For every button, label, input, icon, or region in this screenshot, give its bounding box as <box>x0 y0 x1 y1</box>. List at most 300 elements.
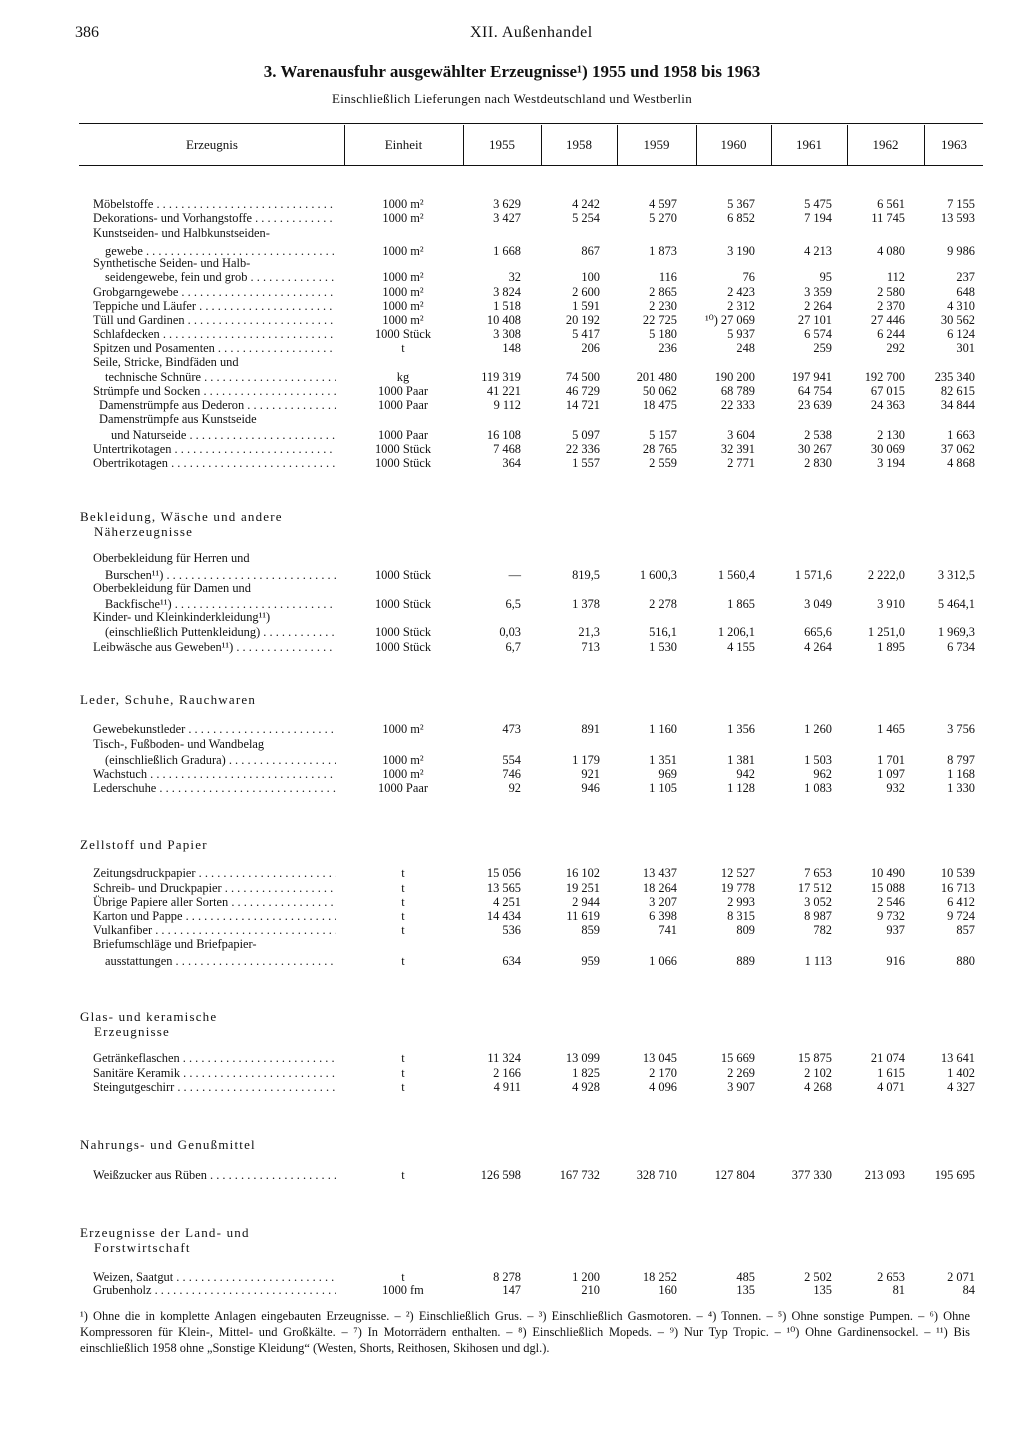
row-value-1959: 328 710 <box>636 1168 677 1182</box>
row-value-1958: 921 <box>581 767 600 781</box>
row-value-1958: 16 102 <box>565 866 600 880</box>
row-value-1963: 37 062 <box>940 442 975 456</box>
row-label: Damenstrümpfe aus Kunstseide <box>99 412 257 426</box>
row-value-1958: 22 336 <box>565 442 600 456</box>
row-value-1962: 932 <box>886 781 905 795</box>
row-value-1960: 12 527 <box>720 866 755 880</box>
row-label: ausstattungen . . . <box>105 954 336 969</box>
row-value-1961: 15 875 <box>797 1051 832 1065</box>
row-unit: 1000 fm <box>382 1283 424 1297</box>
row-value-1960: 190 200 <box>714 370 755 384</box>
table-row <box>0 285 1024 300</box>
row-value-1959: 201 480 <box>636 370 677 384</box>
table-row <box>0 625 1024 640</box>
row-value-1961: 782 <box>813 923 832 937</box>
row-value-1959: 160 <box>658 1283 677 1297</box>
row-value-1962: 3 194 <box>877 456 905 470</box>
row-value-1962: 4 071 <box>877 1080 905 1094</box>
row-unit: 1000 m² <box>382 722 424 736</box>
row-unit: 1000 m² <box>382 211 424 225</box>
row-label: Leibwäsche aus Geweben¹¹) . . . <box>93 640 336 655</box>
row-value-1962: 1 615 <box>877 1066 905 1080</box>
row-value-1962: 2 370 <box>877 299 905 313</box>
table-row <box>0 384 1024 399</box>
row-value-1955: 1 518 <box>493 299 521 313</box>
row-value-1963: 7 155 <box>947 197 975 211</box>
table-row <box>0 313 1024 328</box>
row-value-1959: 116 <box>658 270 677 284</box>
row-value-1961: 30 267 <box>797 442 832 456</box>
section-heading: Leder, Schuhe, Rauchwaren <box>80 692 257 707</box>
row-value-1958: 206 <box>581 341 600 355</box>
row-unit: 1000 Stück <box>374 327 432 341</box>
row-value-1963: 8 797 <box>947 753 975 767</box>
row-label: und Naturseide . . . <box>111 428 336 443</box>
row-value-1955: 13 565 <box>486 881 521 895</box>
row-value-1955: — <box>508 568 521 582</box>
row-label: Steingutgeschirr . . . <box>93 1080 336 1095</box>
row-value-1958: 1 378 <box>572 597 600 611</box>
row-value-1962: 2 130 <box>877 428 905 442</box>
column-header-1962: 1962 <box>872 137 899 152</box>
row-label: (einschließlich Gradura) . . . <box>105 753 336 768</box>
row-value-1955: 32 <box>508 270 521 284</box>
row-value-1960: 1 206,1 <box>717 625 755 639</box>
row-value-1963: 30 562 <box>940 313 975 327</box>
section-heading: Glas- und keramische <box>80 1009 218 1024</box>
row-value-1958: 867 <box>581 244 600 258</box>
row-value-1963: 9 724 <box>947 909 975 923</box>
row-value-1958: 11 619 <box>566 909 600 923</box>
row-unit: 1000 m² <box>382 313 424 327</box>
row-value-1961: 377 330 <box>791 1168 832 1182</box>
row-value-1963: 4 310 <box>947 299 975 313</box>
table-row <box>0 1066 1024 1081</box>
row-unit: 1000 Paar <box>378 428 428 442</box>
row-value-1959: 5 157 <box>649 428 677 442</box>
row-label: Schlafdecken . . . <box>93 327 336 342</box>
section-heading: Forstwirtschaft <box>94 1240 191 1255</box>
row-value-1962: 10 490 <box>870 866 905 880</box>
row-value-1958: 713 <box>581 640 600 654</box>
row-value-1962: 112 <box>886 270 905 284</box>
row-value-1958: 2 600 <box>572 285 600 299</box>
row-value-1961: 2 264 <box>804 299 832 313</box>
row-value-1959: 1 530 <box>649 640 677 654</box>
section-heading: Bekleidung, Wäsche und andere <box>80 509 283 524</box>
section-heading: Nahrungs- und Genußmittel <box>80 1137 256 1152</box>
table-row <box>0 610 1024 625</box>
row-value-1959: 1 066 <box>649 954 677 968</box>
row-value-1963: 237 <box>956 270 975 284</box>
row-value-1962: 1 701 <box>877 753 905 767</box>
row-value-1958: 4 928 <box>572 1080 600 1094</box>
row-value-1963: 2 071 <box>947 1270 975 1284</box>
row-label: Weißzucker aus Rüben . . . <box>93 1168 336 1183</box>
row-value-1955: 473 <box>502 722 521 736</box>
row-value-1962: 1 251,0 <box>867 625 905 639</box>
row-value-1962: 1 097 <box>877 767 905 781</box>
row-unit: 1000 m² <box>382 299 424 313</box>
row-unit: 1000 Paar <box>378 384 428 398</box>
table-row <box>0 412 1024 427</box>
row-value-1959: 1 351 <box>649 753 677 767</box>
row-unit: t <box>401 341 405 355</box>
row-value-1955: 4 251 <box>493 895 521 909</box>
row-value-1960: 68 789 <box>720 384 755 398</box>
row-value-1955: 554 <box>502 753 521 767</box>
row-value-1960: 32 391 <box>720 442 755 456</box>
row-value-1961: 3 359 <box>804 285 832 299</box>
column-header-erzeugnis: Erzeugnis <box>186 137 238 152</box>
table-row <box>0 270 1024 285</box>
row-value-1963: 1 969,3 <box>937 625 975 639</box>
row-value-1961: 962 <box>813 767 832 781</box>
row-label: Burschen¹¹) . . . <box>105 568 336 583</box>
table-row <box>0 456 1024 471</box>
row-value-1962: 916 <box>886 954 905 968</box>
row-value-1955: 746 <box>502 767 521 781</box>
table-row <box>0 767 1024 782</box>
row-label: gewebe . . . <box>105 244 336 259</box>
row-value-1963: 6 124 <box>947 327 975 341</box>
row-value-1963: 195 695 <box>934 1168 975 1182</box>
row-value-1960: 2 312 <box>727 299 755 313</box>
row-label: Synthetische Seiden- und Halb- <box>93 256 251 270</box>
row-value-1961: 5 475 <box>804 197 832 211</box>
row-value-1961: 1 113 <box>804 954 832 968</box>
row-value-1955: 11 324 <box>487 1051 521 1065</box>
column-header-1958: 1958 <box>566 137 592 152</box>
row-value-1962: 6 561 <box>877 197 905 211</box>
row-unit: 1000 m² <box>382 197 424 211</box>
row-unit: t <box>401 909 405 923</box>
table-row <box>0 299 1024 314</box>
row-label: Kinder- und Kleinkinderkleidung¹¹) <box>93 610 271 624</box>
row-unit: 1000 Stück <box>374 597 432 611</box>
row-value-1960: 889 <box>736 954 755 968</box>
row-unit: 1000 m² <box>382 244 424 258</box>
row-value-1960: 2 771 <box>727 456 755 470</box>
row-value-1963: 9 986 <box>947 244 975 258</box>
row-value-1958: 2 944 <box>572 895 600 909</box>
row-label: Spitzen und Posamenten . . . <box>93 341 336 356</box>
row-value-1958: 19 251 <box>565 881 600 895</box>
row-label: Oberbekleidung für Herren und <box>93 551 250 565</box>
row-value-1961: 2 538 <box>804 428 832 442</box>
page-number: 386 <box>75 24 99 41</box>
table-row <box>0 581 1024 596</box>
row-value-1961: 95 <box>819 270 832 284</box>
row-unit: 1000 m² <box>382 270 424 284</box>
row-value-1961: 665,6 <box>804 625 832 639</box>
row-value-1958: 210 <box>581 1283 600 1297</box>
row-value-1959: 28 765 <box>642 442 677 456</box>
row-value-1962: 2 653 <box>877 1270 905 1284</box>
row-value-1962: 192 700 <box>864 370 905 384</box>
row-value-1955: 41 221 <box>486 384 521 398</box>
row-value-1963: 34 844 <box>940 398 975 412</box>
row-value-1961: 4 268 <box>804 1080 832 1094</box>
row-unit: t <box>401 1270 405 1284</box>
row-unit: 1000 Stück <box>374 442 432 456</box>
row-value-1963: 3 312,5 <box>937 568 975 582</box>
row-value-1961: 1 260 <box>804 722 832 736</box>
row-value-1963: 235 340 <box>934 370 975 384</box>
section-heading: Erzeugnisse der Land- und <box>80 1225 250 1240</box>
table-row <box>0 909 1024 924</box>
row-label: Sanitäre Keramik . . . <box>93 1066 336 1081</box>
row-value-1958: 167 732 <box>559 1168 600 1182</box>
row-value-1960: 1 128 <box>727 781 755 795</box>
row-value-1961: 4 264 <box>804 640 832 654</box>
table-row <box>0 442 1024 457</box>
row-value-1958: 14 721 <box>565 398 600 412</box>
row-unit: 1000 Stück <box>374 568 432 582</box>
row-value-1962: 24 363 <box>870 398 905 412</box>
table-row <box>0 781 1024 796</box>
table-row <box>0 428 1024 443</box>
row-label: Übrige Papiere aller Sorten . . . <box>93 895 336 910</box>
row-value-1963: 6 412 <box>947 895 975 909</box>
row-unit: kg <box>396 370 410 384</box>
row-value-1960: 15 669 <box>720 1051 755 1065</box>
row-label: Möbelstoffe . . . <box>93 197 336 212</box>
table-row <box>0 226 1024 241</box>
column-header-einheit: Einheit <box>384 137 423 152</box>
row-value-1962: 4 080 <box>877 244 905 258</box>
row-value-1960: 942 <box>736 767 755 781</box>
row-value-1955: 126 598 <box>480 1168 521 1182</box>
row-value-1963: 16 713 <box>940 881 975 895</box>
row-value-1959: 2 559 <box>649 456 677 470</box>
row-value-1962: 3 910 <box>877 597 905 611</box>
table-row <box>0 370 1024 385</box>
row-value-1959: 2 865 <box>649 285 677 299</box>
row-value-1958: 13 099 <box>565 1051 600 1065</box>
column-header-1961: 1961 <box>796 137 822 152</box>
row-label: Grubenholz . . . <box>93 1283 336 1298</box>
column-header-1959: 1959 <box>643 137 670 152</box>
row-unit: t <box>401 895 405 909</box>
row-value-1961: 2 502 <box>804 1270 832 1284</box>
row-value-1960: 76 <box>742 270 755 284</box>
row-unit: t <box>401 1051 405 1065</box>
row-value-1960: ¹⁰) 27 069 <box>705 313 755 327</box>
row-value-1959: 18 264 <box>642 881 677 895</box>
row-value-1958: 46 729 <box>565 384 600 398</box>
row-value-1961: 1 571,6 <box>794 568 832 582</box>
row-value-1955: 536 <box>502 923 521 937</box>
row-value-1959: 1 105 <box>649 781 677 795</box>
row-value-1962: 11 745 <box>871 211 905 225</box>
table-subtitle: Einschließlich Lieferungen nach Westdeutschland und Westberlin <box>331 91 693 106</box>
table-row <box>0 937 1024 952</box>
row-unit: 1000 Stück <box>374 640 432 654</box>
row-value-1958: 4 242 <box>572 197 600 211</box>
row-value-1960: 809 <box>736 923 755 937</box>
row-unit: 1000 m² <box>382 753 424 767</box>
row-value-1962: 2 546 <box>877 895 905 909</box>
row-value-1955: 3 824 <box>493 285 521 299</box>
row-value-1960: 5 937 <box>727 327 755 341</box>
row-value-1961: 259 <box>813 341 832 355</box>
row-label: Vulkanfiber . . . <box>93 923 336 938</box>
row-value-1960: 2 269 <box>727 1066 755 1080</box>
row-label: seidengewebe, fein und grob . . . <box>105 270 336 285</box>
row-value-1962: 292 <box>886 341 905 355</box>
row-value-1960: 3 907 <box>727 1080 755 1094</box>
row-value-1958: 1 179 <box>572 753 600 767</box>
table-row <box>0 954 1024 969</box>
row-value-1961: 23 639 <box>797 398 832 412</box>
row-value-1960: 1 560,4 <box>717 568 755 582</box>
row-unit: t <box>401 881 405 895</box>
row-value-1958: 959 <box>581 954 600 968</box>
row-value-1962: 81 <box>892 1283 905 1297</box>
row-value-1961: 3 049 <box>804 597 832 611</box>
row-label: Oberbekleidung für Damen und <box>93 581 251 595</box>
row-value-1959: 2 230 <box>649 299 677 313</box>
row-value-1962: 1 895 <box>877 640 905 654</box>
row-value-1961: 17 512 <box>797 881 832 895</box>
table-row <box>0 640 1024 655</box>
row-value-1961: 7 653 <box>804 866 832 880</box>
table-row <box>0 866 1024 881</box>
row-label: Untertrikotagen . . . <box>93 442 336 457</box>
row-value-1955: 9 112 <box>493 398 521 412</box>
row-label: Strümpfe und Socken . . . <box>93 384 336 399</box>
row-label: Briefumschläge und Briefpapier- <box>93 937 257 951</box>
row-value-1961: 7 194 <box>804 211 832 225</box>
row-value-1955: 3 308 <box>493 327 521 341</box>
row-label: (einschließlich Puttenkleidung) . . . <box>105 625 336 640</box>
row-value-1959: 516,1 <box>649 625 677 639</box>
row-value-1958: 1 557 <box>572 456 600 470</box>
row-label: Weizen, Saatgut . . . <box>93 1270 336 1285</box>
row-value-1958: 5 417 <box>572 327 600 341</box>
row-value-1963: 6 734 <box>947 640 975 654</box>
row-label: Lederschuhe . . . <box>93 781 336 796</box>
row-label: Seile, Stricke, Bindfäden und <box>93 355 239 369</box>
row-label: Getränkeflaschen . . . <box>93 1051 336 1066</box>
row-label: Tüll und Gardinen . . . <box>93 313 336 328</box>
row-value-1961: 27 101 <box>797 313 832 327</box>
row-value-1959: 6 398 <box>649 909 677 923</box>
row-unit: 1000 Paar <box>378 781 428 795</box>
row-value-1961: 1 083 <box>804 781 832 795</box>
row-value-1955: 634 <box>502 954 521 968</box>
row-value-1960: 1 865 <box>727 597 755 611</box>
row-value-1955: 0,03 <box>499 625 521 639</box>
table-row <box>0 341 1024 356</box>
row-value-1961: 2 102 <box>804 1066 832 1080</box>
row-unit: 1000 Stück <box>374 456 432 470</box>
row-label: Damenstrümpfe aus Dederon . . . <box>99 398 336 413</box>
row-label: Karton und Pappe . . . <box>93 909 336 924</box>
row-value-1959: 4 597 <box>649 197 677 211</box>
row-value-1960: 22 333 <box>720 398 755 412</box>
row-value-1963: 4 327 <box>947 1080 975 1094</box>
row-value-1961: 197 941 <box>791 370 832 384</box>
row-value-1958: 1 591 <box>572 299 600 313</box>
row-value-1958: 21,3 <box>578 625 600 639</box>
row-value-1955: 8 278 <box>493 1270 521 1284</box>
row-value-1958: 5 097 <box>572 428 600 442</box>
column-header-1955: 1955 <box>489 137 515 152</box>
row-value-1959: 2 278 <box>649 597 677 611</box>
row-value-1962: 67 015 <box>870 384 905 398</box>
row-value-1959: 3 207 <box>649 895 677 909</box>
row-value-1955: 1 668 <box>493 244 521 258</box>
row-value-1960: 6 852 <box>727 211 755 225</box>
row-value-1960: 1 381 <box>727 753 755 767</box>
row-value-1960: 135 <box>736 1283 755 1297</box>
row-value-1959: 969 <box>658 767 677 781</box>
table-row <box>0 1080 1024 1095</box>
row-label: technische Schnüre . . . <box>105 370 336 385</box>
table-row <box>0 881 1024 896</box>
row-value-1959: 13 045 <box>642 1051 677 1065</box>
row-value-1959: 1 873 <box>649 244 677 258</box>
row-value-1955: 92 <box>508 781 521 795</box>
table-row <box>0 895 1024 910</box>
row-label: Obertrikotagen . . . <box>93 456 336 471</box>
table-row <box>0 737 1024 752</box>
row-value-1961: 135 <box>813 1283 832 1297</box>
row-value-1955: 119 319 <box>481 370 521 384</box>
row-value-1958: 5 254 <box>572 211 600 225</box>
row-value-1958: 74 500 <box>565 370 600 384</box>
chapter-heading: XII. Außenhandel <box>470 24 593 41</box>
row-value-1962: 30 069 <box>870 442 905 456</box>
row-value-1955: 6,5 <box>505 597 521 611</box>
row-value-1963: 84 <box>962 1283 975 1297</box>
table-row <box>0 197 1024 212</box>
row-value-1963: 13 641 <box>940 1051 975 1065</box>
row-unit: t <box>401 923 405 937</box>
row-value-1962: 1 465 <box>877 722 905 736</box>
row-value-1958: 20 192 <box>565 313 600 327</box>
row-value-1955: 7 468 <box>493 442 521 456</box>
row-value-1960: 3 190 <box>727 244 755 258</box>
row-value-1958: 100 <box>581 270 600 284</box>
row-label: Kunstseiden- und Halbkunstseiden- <box>93 226 270 240</box>
row-value-1959: 2 170 <box>649 1066 677 1080</box>
row-label: Schreib- und Druckpapier . . . <box>93 881 336 896</box>
row-value-1960: 485 <box>736 1270 755 1284</box>
row-unit: t <box>401 954 405 968</box>
row-value-1955: 364 <box>502 456 521 470</box>
row-label: Gewebekunstleder . . . <box>93 722 336 737</box>
row-value-1960: 2 993 <box>727 895 755 909</box>
row-value-1961: 2 830 <box>804 456 832 470</box>
row-value-1955: 14 434 <box>486 909 521 923</box>
row-label: Dekorations- und Vorhangstoffe . . . <box>93 211 336 226</box>
row-value-1963: 3 756 <box>947 722 975 736</box>
row-unit: 1000 Stück <box>374 625 432 639</box>
row-value-1961: 1 503 <box>804 753 832 767</box>
row-value-1962: 213 093 <box>864 1168 905 1182</box>
row-unit: t <box>401 1080 405 1094</box>
table-row <box>0 1168 1024 1183</box>
row-value-1962: 27 446 <box>870 313 905 327</box>
row-value-1963: 857 <box>956 923 975 937</box>
row-value-1963: 880 <box>956 954 975 968</box>
row-value-1962: 15 088 <box>870 881 905 895</box>
row-value-1959: 741 <box>658 923 677 937</box>
footnotes: ¹) Ohne die in komplette Anlagen eingebauten Erzeugnisse. – ²) Einschließlich Grus. – ³) Einschließlich Gasmotoren. – ⁴) Tonnen. – ⁵) Ohne sonstige Pumpen. – ⁶) Ohne Kompressoren für Klein-, Mittel- und Großkälte. – ⁷) In Motorrädern enthalten. – ⁸) Einschließlich Mopeds. – ⁹) Nur Typ Tropic. – ¹⁰) Ohne Gardinensockel. – ¹¹) Bis einschließlich 1958 ohne „Sonstige Kleidung“ (Westen, Shorts, Reithosen, Skihosen und dgl.). <box>80 1309 970 1355</box>
